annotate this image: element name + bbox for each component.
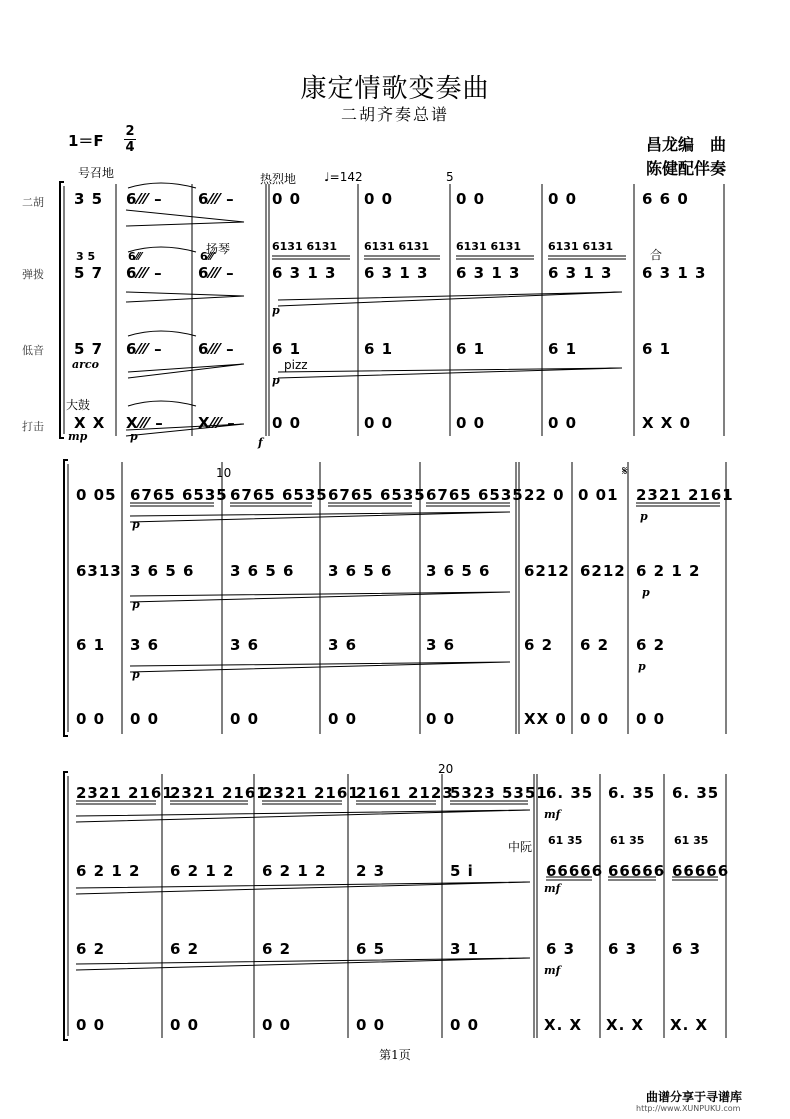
s2-diyin-m4: 3 6: [426, 636, 456, 654]
key-signature: 1＝F: [68, 132, 104, 150]
instrument-label-tanbo: 弹拨: [22, 268, 44, 281]
s1-tanbo-m0: 5 7: [74, 264, 104, 282]
s2-daji-m0: 0 0: [76, 710, 106, 728]
s1-daji-m2: X⁄⁄⁄ –: [198, 414, 236, 432]
s2-diyin-m6: 6 2: [580, 636, 610, 654]
s2-daji-m6: 0 0: [580, 710, 610, 728]
s1-tanbo-top-m3: 6131 6131: [272, 240, 338, 253]
s1-diyin-m7: 6 1: [642, 340, 672, 358]
tempo-main: 热烈地: [260, 172, 297, 186]
s3-diyin-m4: 3 1: [450, 940, 480, 958]
s2-dynamic-p-erhu-end: p: [640, 510, 648, 523]
s2-diyin-m2: 3 6: [230, 636, 260, 654]
s3-tanbo-m6: 66666: [608, 862, 666, 880]
s3-erhu-m1: 2321 2161: [170, 784, 268, 802]
s2-erhu-m4: 6765 6535: [426, 486, 524, 504]
s1-erhu-m6: 0 0: [548, 190, 578, 208]
s1-tanbo-top-m5: 6131 6131: [456, 240, 522, 253]
s2-tanbo-m1: 3 6 5 6: [130, 562, 195, 580]
s1-diyin-m0: 5 7: [74, 340, 104, 358]
s3-tanbo-m5: 66666: [546, 862, 604, 880]
s3-tanbo-m0: 6 2 1 2: [76, 862, 141, 880]
s3-erhu-m4: 5323 5351: [450, 784, 548, 802]
s3-tanbo-m7: 66666: [672, 862, 730, 880]
measure-number-10: 10: [216, 466, 232, 480]
s2-erhu-m6: 0 01: [578, 486, 619, 504]
s3-tanbo-top-m7: 61 35: [674, 834, 709, 847]
s1-diyin-m5: 6 1: [456, 340, 486, 358]
s1-erhu-m7: 6 6 0: [642, 190, 689, 208]
s1-diyin-m4: 6 1: [364, 340, 394, 358]
dynamic-p-tanbo: p: [272, 304, 280, 317]
s2-dynamic-p-erhu: p: [132, 518, 140, 531]
s3-erhu-m7: 6. 35: [672, 784, 720, 802]
s2-tanbo-m0: 6313: [76, 562, 122, 580]
s3-diyin-m5: 6 3: [546, 940, 576, 958]
s2-dynamic-p-tanbo: p: [132, 598, 140, 611]
s1-diyin-m1: 6⁄⁄⁄ –: [126, 340, 163, 358]
s2-diyin-m1: 3 6: [130, 636, 160, 654]
s1-tanbo-top-m6: 6131 6131: [548, 240, 614, 253]
s3-dynamic-mf-diyin: mf: [544, 964, 561, 977]
watermark-url: http://www.XUNPUKU.com: [636, 1104, 741, 1113]
s3-daji-m3: 0 0: [356, 1016, 386, 1034]
s2-dynamic-p-diyin-end: p: [638, 660, 646, 673]
s3-diyin-m7: 6 3: [672, 940, 702, 958]
s2-tanbo-m6: 6212: [580, 562, 626, 580]
s1-daji-m6: 0 0: [548, 414, 578, 432]
s3-daji-m2: 0 0: [262, 1016, 292, 1034]
s3-diyin-m6: 6 3: [608, 940, 638, 958]
s3-erhu-m5: 6. 35: [546, 784, 594, 802]
s1-tanbo-m2: 6⁄⁄⁄ –: [198, 264, 235, 282]
s1-daji-m0: X X: [74, 414, 106, 432]
s3-tanbo-m2: 6 2 1 2: [262, 862, 327, 880]
time-signature-bottom: 4: [125, 140, 135, 155]
s3-dynamic-mf-erhu: mf: [544, 808, 561, 821]
s2-tanbo-m3: 3 6 5 6: [328, 562, 393, 580]
time-signature-top: 2: [125, 124, 135, 139]
s3-daji-m7: X. X: [670, 1016, 709, 1034]
instrument-label-erhu: 二胡: [22, 196, 44, 209]
s3-diyin-m0: 6 2: [76, 940, 106, 958]
s1-tanbo-m7: 6 3 1 3: [642, 264, 707, 282]
s1-diyin-m6: 6 1: [548, 340, 578, 358]
s1-tanbo-m4: 6 3 1 3: [364, 264, 429, 282]
s1-daji-m5: 0 0: [456, 414, 486, 432]
s3-erhu-m2: 2321 2161: [262, 784, 360, 802]
watermark-text: 曲谱分享于寻谱库: [646, 1090, 743, 1104]
s2-daji-m2: 0 0: [230, 710, 260, 728]
s1-erhu-m0: 3 5: [74, 190, 104, 208]
s3-tanbo-m3: 2 3: [356, 862, 386, 880]
s2-tanbo-m5: 6212: [524, 562, 570, 580]
arco-mark: arco: [72, 358, 99, 371]
s1-daji-m1: X⁄⁄⁄ –: [126, 414, 164, 432]
s2-tanbo-m4: 3 6 5 6: [426, 562, 491, 580]
dynamic-f: f: [258, 436, 263, 449]
s3-erhu-m6: 6. 35: [608, 784, 656, 802]
s3-diyin-m2: 6 2: [262, 940, 292, 958]
zhongruan-mark: 中阮: [508, 840, 533, 854]
s1-daji-m4: 0 0: [364, 414, 394, 432]
s2-daji-m7: 0 0: [636, 710, 666, 728]
s3-diyin-m3: 6 5: [356, 940, 386, 958]
s1-tanbo-m6: 6 3 1 3: [548, 264, 613, 282]
s3-erhu-m0: 2321 2161: [76, 784, 174, 802]
s3-erhu-m3: 2161 2123: [356, 784, 454, 802]
dynamic-p-daji: p: [130, 430, 138, 443]
s3-daji-m5: X. X: [544, 1016, 583, 1034]
s1-erhu-m1: 6⁄⁄⁄ –: [126, 190, 163, 208]
s1-erhu-m4: 0 0: [364, 190, 394, 208]
s1-daji-m7: X X 0: [642, 414, 692, 432]
dynamic-mp: mp: [68, 430, 88, 443]
s2-diyin-m3: 3 6: [328, 636, 358, 654]
s2-dynamic-p-tanbo-end: p: [642, 586, 650, 599]
s1-tanbo-top-m4: 6131 6131: [364, 240, 430, 253]
page-number: 第1页: [379, 1048, 411, 1062]
s3-daji-m6: X. X: [606, 1016, 645, 1034]
s3-tanbo-top-m6: 61 35: [610, 834, 645, 847]
s3-tanbo-top-m5: 61 35: [548, 834, 583, 847]
metronome-mark: ♩=142: [324, 170, 363, 184]
s1-diyin-m2: 6⁄⁄⁄ –: [198, 340, 235, 358]
s3-daji-m0: 0 0: [76, 1016, 106, 1034]
he-mark: 合: [650, 248, 663, 262]
instrument-label-daji: 打击: [22, 420, 44, 433]
s2-tanbo-m7: 6 2 1 2: [636, 562, 701, 580]
s3-daji-m4: 0 0: [450, 1016, 480, 1034]
s2-erhu-m2: 6765 6535: [230, 486, 328, 504]
s3-dynamic-mf-tanbo: mf: [544, 882, 561, 895]
measure-number-20: 20: [438, 762, 454, 776]
s2-diyin-m7: 6 2: [636, 636, 666, 654]
s2-diyin-m5: 6 2: [524, 636, 554, 654]
instrument-label-diyin: 低音: [22, 344, 44, 357]
s2-tanbo-m2: 3 6 5 6: [230, 562, 295, 580]
s1-erhu-m2: 6⁄⁄⁄ –: [198, 190, 235, 208]
s3-daji-m1: 0 0: [170, 1016, 200, 1034]
s1-diyin-m3: 6 1: [272, 340, 302, 358]
s1-tanbo-top-m0: 3 5: [76, 250, 96, 263]
score-title: 康定情歌变奏曲: [300, 74, 490, 104]
accompaniment-credit: 陈健配伴奏: [646, 159, 727, 178]
s2-erhu-m3: 6765 6535: [328, 486, 426, 504]
dynamic-p-diyin: p: [272, 374, 280, 387]
s2-erhu-m1: 6765 6535: [130, 486, 228, 504]
s2-daji-m1: 0 0: [130, 710, 160, 728]
s1-tanbo-m5: 6 3 1 3: [456, 264, 521, 282]
s3-diyin-m1: 6 2: [170, 940, 200, 958]
s2-diyin-m0: 6 1: [76, 636, 106, 654]
s3-tanbo-m4: 5 i: [450, 862, 474, 880]
s1-tanbo-m3: 6 3 1 3: [272, 264, 337, 282]
yangqin-mark: 扬琴: [206, 242, 231, 256]
pizz-mark: pizz: [284, 358, 308, 372]
s1-tanbo-top-m2: 6⁄⁄⁄: [200, 250, 214, 263]
measure-number-5: 5: [446, 170, 454, 184]
s2-erhu-m7: 2321 2161: [636, 486, 734, 504]
s2-daji-m5: XX 0: [524, 710, 567, 728]
s2-daji-m3: 0 0: [328, 710, 358, 728]
score-subtitle: 二胡齐奏总谱: [340, 105, 449, 124]
s1-erhu-m5: 0 0: [456, 190, 486, 208]
arranger-credit: 昌龙编 曲: [646, 135, 727, 154]
s1-tanbo-top-m1: 6⁄⁄⁄: [128, 250, 142, 263]
s1-erhu-m3: 0 0: [272, 190, 302, 208]
tempo-intro: 号召地: [78, 166, 115, 180]
segno-mark: 𝄋: [622, 464, 628, 479]
s2-erhu-m5: 22 0: [524, 486, 565, 504]
s1-daji-m3: 0 0: [272, 414, 302, 432]
s2-daji-m4: 0 0: [426, 710, 456, 728]
s3-tanbo-m1: 6 2 1 2: [170, 862, 235, 880]
s1-tanbo-m1: 6⁄⁄⁄ –: [126, 264, 163, 282]
dagu-mark: 大鼓: [66, 398, 91, 412]
s2-erhu-m0: 0 05: [76, 486, 117, 504]
s2-dynamic-p-diyin: p: [132, 668, 140, 681]
